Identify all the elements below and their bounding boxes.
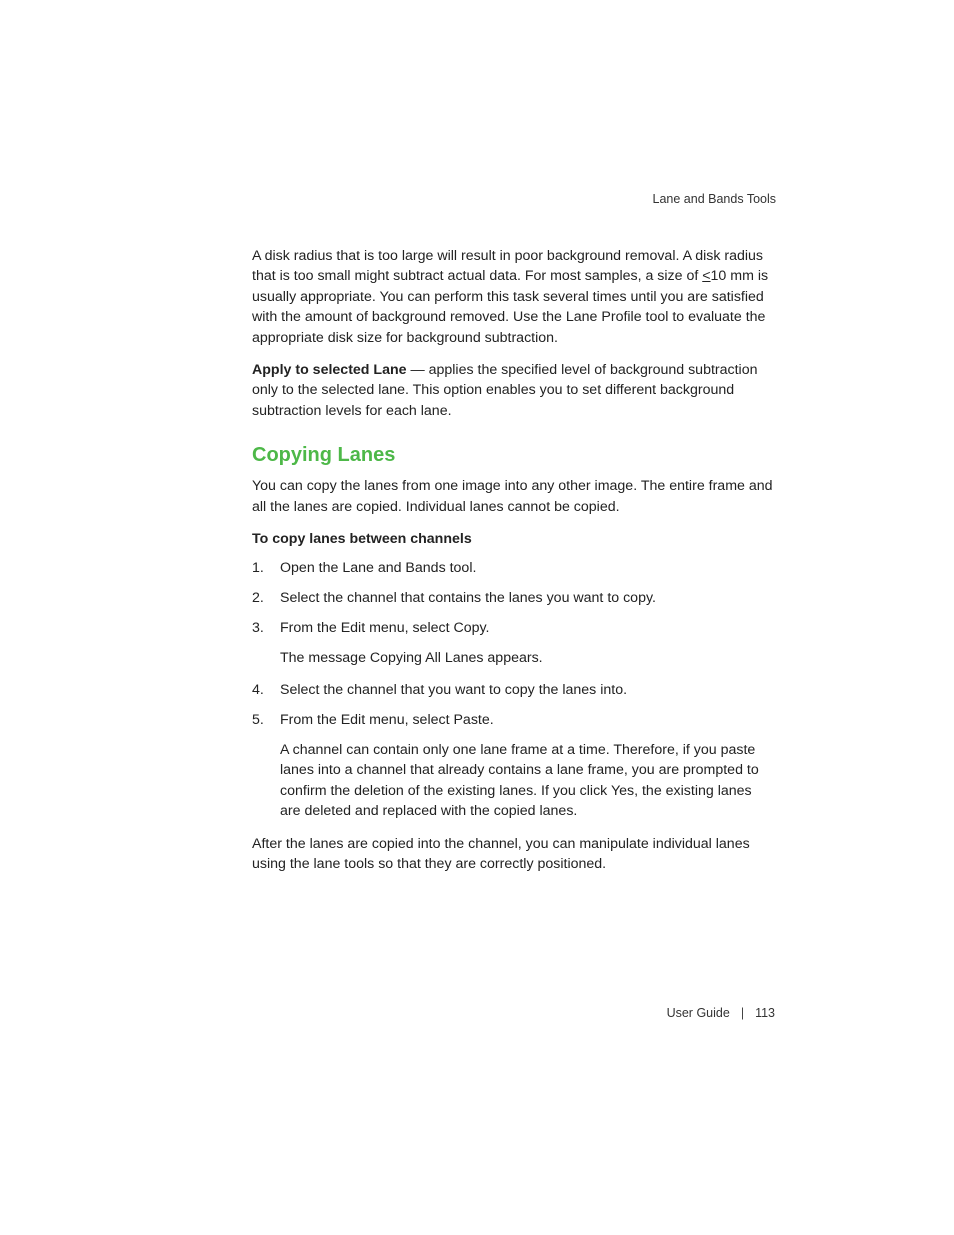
- step-text: From the Edit menu, select Paste.: [280, 711, 494, 728]
- step-3: [252, 618, 776, 638]
- step-number: 3.: [252, 620, 264, 637]
- option-term: Apply to selected Lane: [252, 362, 407, 379]
- page-footer: [667, 1006, 775, 1020]
- step-5-note: A channel can contain only one lane frame at a time. Therefore, if you paste lanes into a channel that already contains a lane frame, you are prompted to confirm the deletion of the existing lanes. If you click Yes, the existing lanes are deleted and replaced with the copied lanes.: [280, 741, 759, 820]
- step-text: Select the channel that contains the lanes you want to copy.: [280, 590, 656, 607]
- step-number: 5.: [252, 711, 264, 728]
- less-equal-symbol: <: [702, 268, 711, 285]
- disk-radius-paragraph: A disk radius that is too large will result in poor background removal. A disk radius that is too small might subtract actual data. For most samples, a size of <10 mm is usually appropriate. You can perform this task several times until you are satisfied with the amount of background removed. Use the Lane Profile tool to evaluate the appropriate disk size for background subtraction.: [252, 248, 769, 346]
- footer-separator: |: [740, 1006, 745, 1020]
- step-3-note: The message Copying All Lanes appears.: [280, 650, 543, 667]
- guide-label: User Guide: [666, 1006, 730, 1020]
- section-title: Copying Lanes: [252, 444, 396, 467]
- apply-selected-lane-paragraph: [252, 360, 776, 421]
- procedure-steps: [252, 558, 776, 821]
- step-1: [252, 558, 776, 578]
- page-content: [252, 246, 776, 874]
- procedure-title: To copy lanes between channels: [252, 531, 472, 548]
- step-text: From the Edit menu, select Copy.: [280, 620, 490, 637]
- step-number: 2.: [252, 590, 264, 607]
- section-intro: You can copy the lanes from one image into any other image. The entire frame and all the lanes are copied. Individual lanes cannot be copied.: [252, 478, 773, 515]
- running-header: Lane and Bands Tools: [652, 192, 776, 206]
- step-text: Open the Lane and Bands tool.: [280, 560, 477, 577]
- step-2: [252, 588, 776, 608]
- step-4: [252, 680, 776, 700]
- step-text: Select the channel that you want to copy the lanes into.: [280, 681, 628, 698]
- closing-paragraph: After the lanes are copied into the channel, you can manipulate individual lanes using the lane tools so that they are correctly positioned.: [252, 835, 750, 872]
- step-number: 1.: [252, 560, 264, 577]
- option-description: — applies the specified level of background subtraction only to the selected lane. This option enables you to set different background subtraction levels for each lane.: [252, 362, 758, 419]
- step-number: 4.: [252, 681, 264, 698]
- step-5: [252, 710, 776, 730]
- page-number: 113: [755, 1006, 775, 1020]
